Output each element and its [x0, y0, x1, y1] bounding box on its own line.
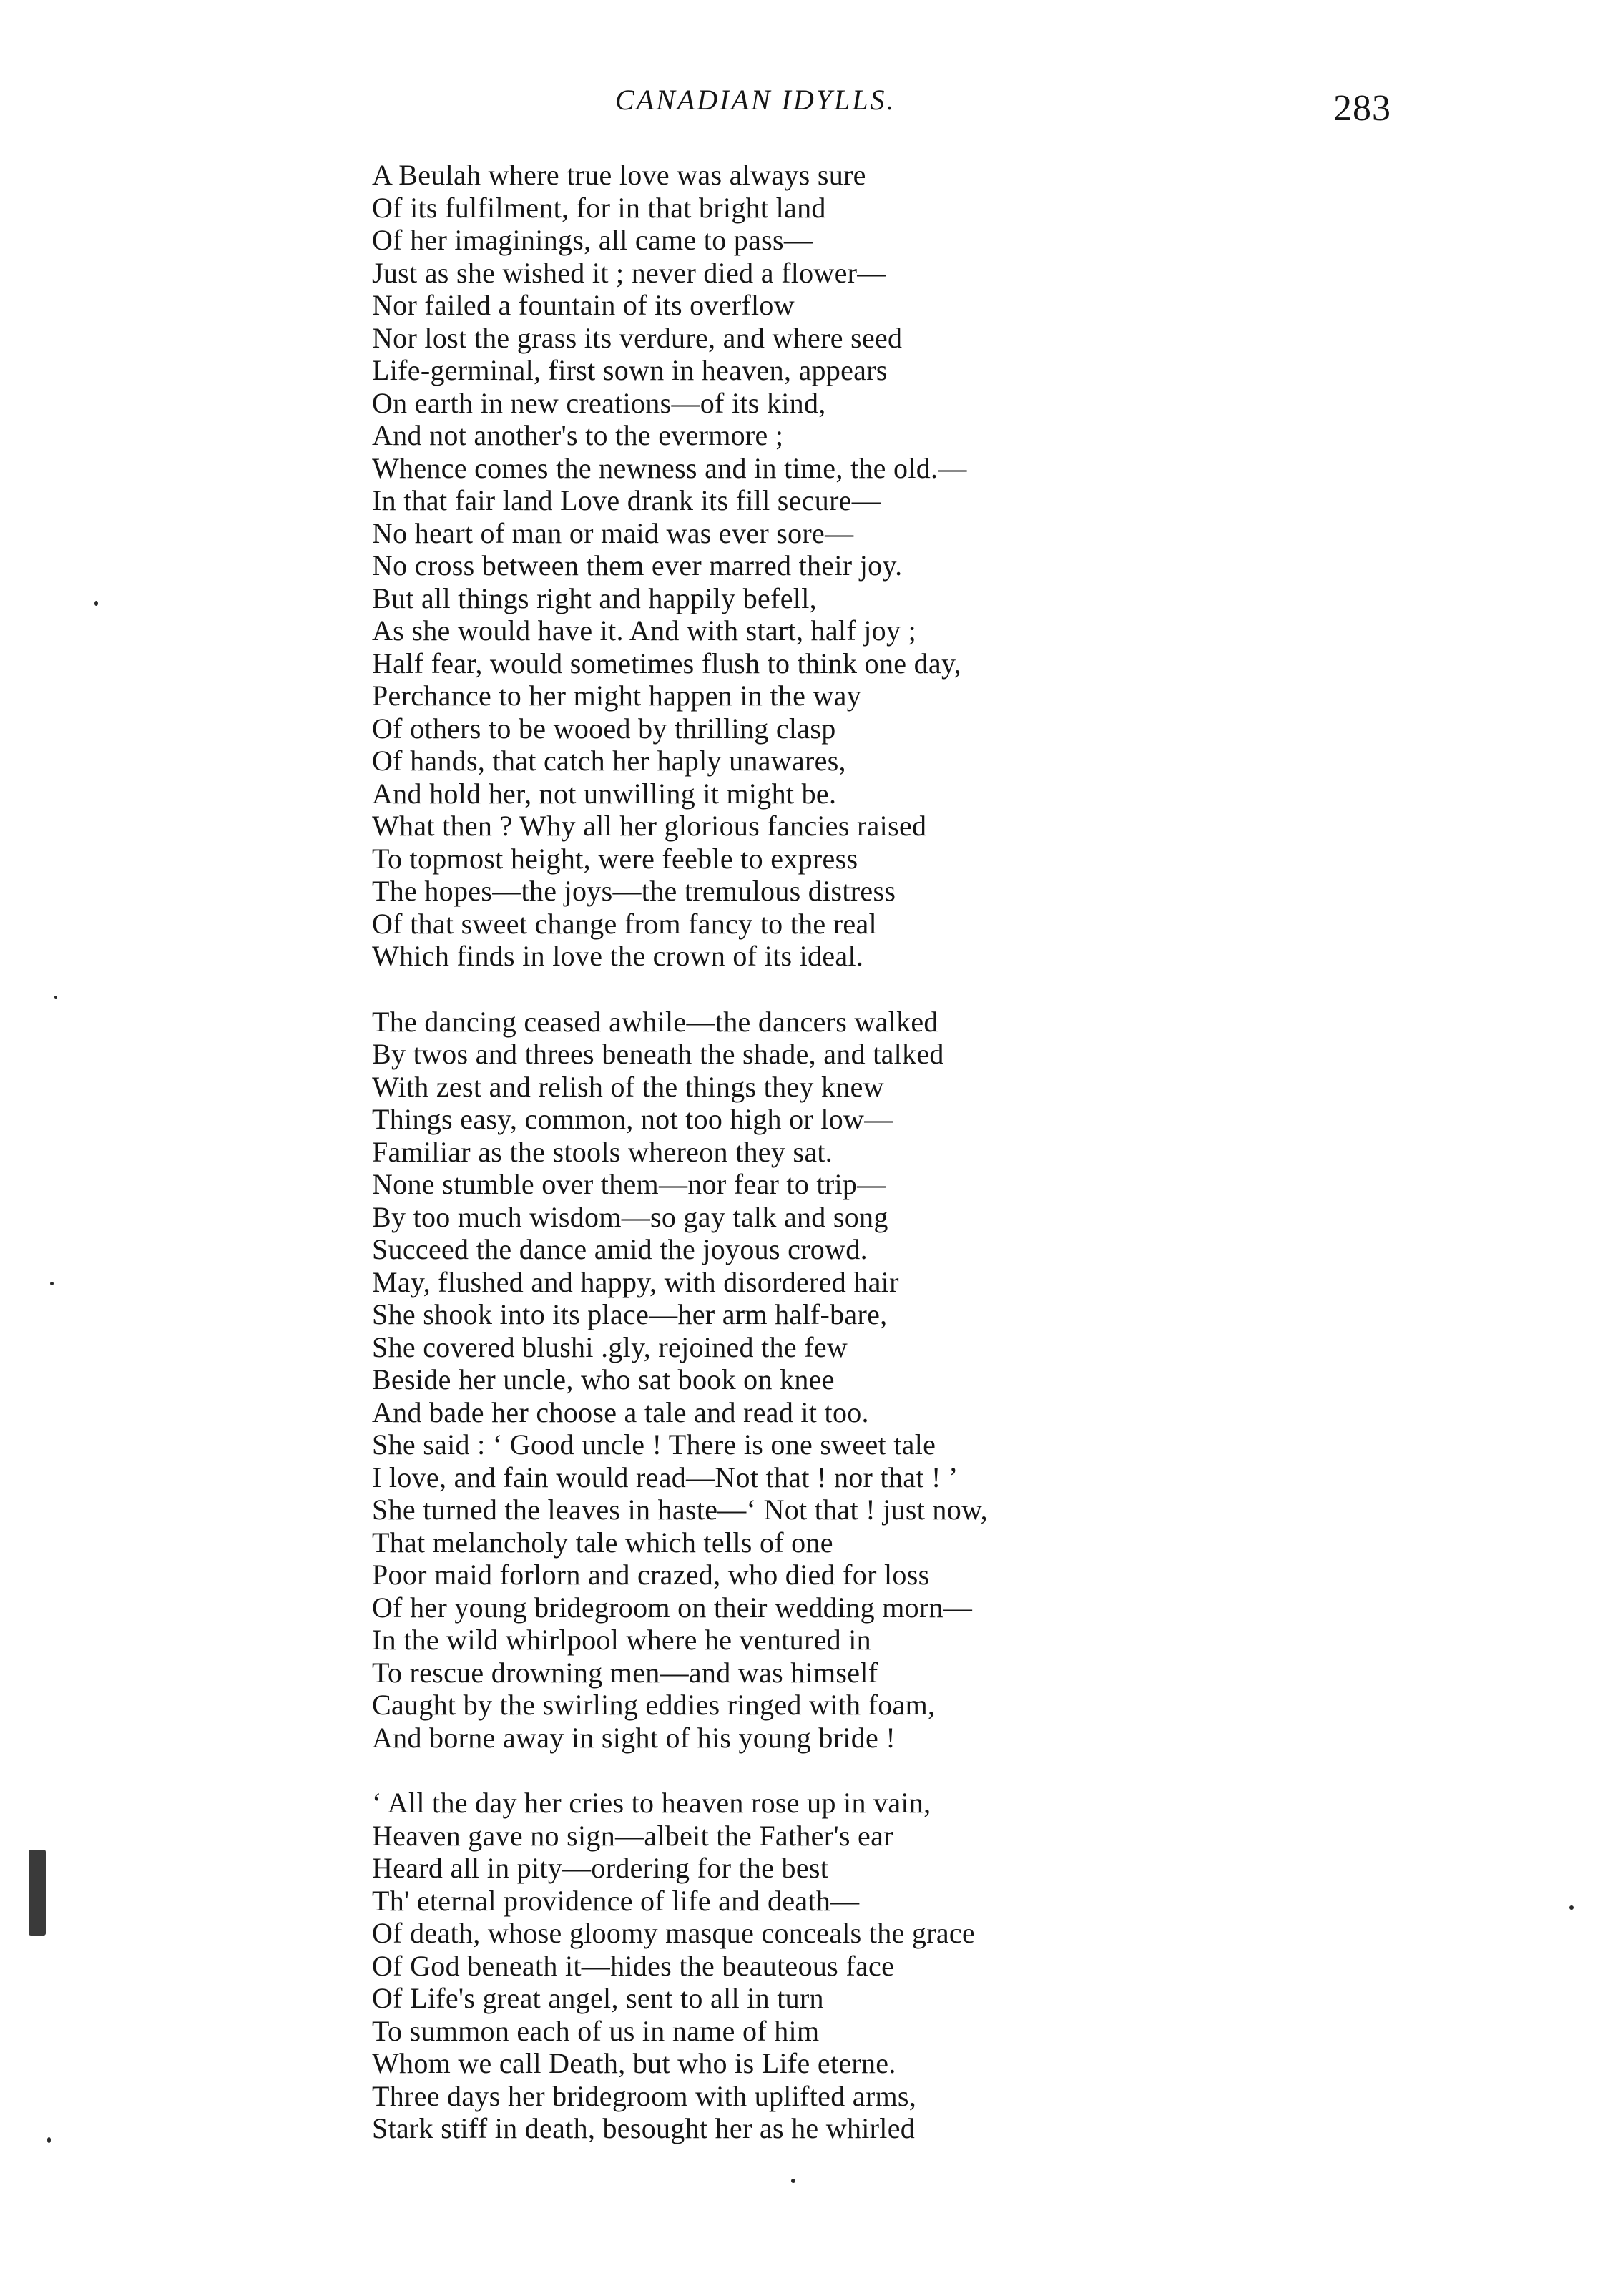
margin-speck — [1569, 1905, 1574, 1910]
poem-line: The dancing ceased awhile—the dancers walked — [372, 1005, 938, 1038]
poem-line: Life-germinal, first sown in heaven, appears — [372, 354, 888, 386]
stanza-1 — [372, 159, 1516, 973]
poem-line: And bade her choose a tale and read it too. — [372, 1395, 869, 1428]
poem-line: Th' eternal providence of life and death— — [372, 1884, 860, 1917]
poem-line: In that fair land Love drank its fill secure— — [372, 484, 881, 516]
poem-line: ‘ All the day her cries to heaven rose up in vain, — [372, 1787, 931, 1819]
poem-line: Heard all in pity—ordering for the best — [372, 1852, 829, 1884]
margin-speck — [47, 2137, 51, 2143]
poem-line: No heart of man or maid was ever sore— — [372, 516, 854, 549]
poem-line: And hold her, not unwilling it might be. — [372, 777, 837, 810]
margin-speck — [29, 1850, 46, 1936]
poem-line: Of death, whose gloomy masque conceals the grace — [372, 1917, 975, 1949]
margin-speck — [54, 996, 57, 999]
poem-line: She shook into its place—her arm half-bare, — [372, 1298, 888, 1330]
poem-line: No cross between them ever marred their joy. — [372, 549, 903, 582]
poem-line: Poor maid forlorn and crazed, who died for loss — [372, 1559, 930, 1591]
margin-speck — [791, 2179, 795, 2183]
poem-line: Three days her bridegroom with uplifted arms, — [372, 2079, 917, 2112]
poem-line: Nor failed a fountain of its overflow — [372, 289, 795, 321]
stanza-3 — [372, 1787, 1516, 2145]
poem-line: Whence comes the newness and in time, the old.— — [372, 451, 967, 484]
poem-line: She covered blushi .gly, rejoined the few — [372, 1330, 848, 1363]
poem-line: Of her imaginings, all came to pass— — [372, 224, 813, 256]
poem-line: And not another's to the evermore ; — [372, 419, 784, 451]
poem-line: On earth in new creations—of its kind, — [372, 386, 826, 419]
stanza-2 — [372, 1006, 1516, 1755]
poem-line: Just as she wished it ; never died a flower— — [372, 256, 886, 289]
poem-line: Of her young bridegroom on their wedding morn— — [372, 1591, 973, 1624]
poem-line: Half fear, would sometimes flush to think one day, — [372, 647, 961, 680]
poem-text — [372, 159, 1516, 2145]
poem-line: She said : ‘ Good uncle ! There is one sweet tale — [372, 1428, 936, 1461]
poem-line: Which finds in love the crown of its ideal. — [372, 940, 864, 972]
poem-line: A Beulah where true love was always sure — [372, 159, 866, 191]
poem-line: Beside her uncle, who sat book on knee — [372, 1363, 835, 1395]
poem-line: But all things right and happily befell, — [372, 582, 817, 614]
poem-line: Of others to be wooed by thrilling clasp — [372, 712, 836, 745]
poem-line: To summon each of us in name of him — [372, 2014, 820, 2047]
poem-line: Of its fulfilment, for in that bright land — [372, 191, 826, 224]
running-head-title: CANADIAN IDYLLS. — [615, 84, 896, 116]
poem-line: Things easy, common, not too high or low— — [372, 1103, 893, 1135]
poem-line: Of that sweet change from fancy to the real — [372, 907, 877, 940]
poem-line: Nor lost the grass its verdure, and where seed — [372, 321, 903, 354]
poem-line: By too much wisdom—so gay talk and song — [372, 1200, 888, 1233]
poem-line: Of God beneath it—hides the beauteous face — [372, 1949, 895, 1982]
poem-line: With zest and relish of the things they knew — [372, 1070, 884, 1103]
poem-line: As she would have it. And with start, half joy ; — [372, 614, 916, 647]
poem-line: The hopes—the joys—the tremulous distress — [372, 875, 896, 907]
poem-line: Succeed the dance amid the joyous crowd. — [372, 1233, 868, 1265]
page-number: 283 — [1333, 88, 1391, 129]
poem-line: Perchance to her might happen in the way — [372, 680, 861, 712]
poem-line: By twos and threes beneath the shade, and talked — [372, 1038, 944, 1070]
margin-speck — [94, 601, 98, 606]
poem-line: Of Life's great angel, sent to all in turn — [372, 1982, 824, 2014]
poem-line: Whom we call Death, but who is Life eterne. — [372, 2047, 896, 2079]
poem-line: I love, and fain would read—Not that ! nor that ! ’ — [372, 1461, 959, 1493]
poem-line: May, flushed and happy, with disordered hair — [372, 1265, 899, 1298]
poem-line: Heaven gave no sign—albeit the Father's ear — [372, 1819, 893, 1852]
poem-line: What then ? Why all her glorious fancies raised — [372, 810, 927, 842]
poem-line: To topmost height, were feeble to express — [372, 842, 858, 875]
poem-line: And borne away in sight of his young bride ! — [372, 1721, 896, 1754]
poem-line: Stark stiff in death, besought her as he whirled — [372, 2112, 916, 2144]
margin-speck — [50, 1282, 54, 1285]
poem-line: None stumble over them—nor fear to trip— — [372, 1168, 886, 1200]
poem-line: Caught by the swirling eddies ringed with foam, — [372, 1689, 936, 1721]
poem-line: Of hands, that catch her haply unawares, — [372, 745, 846, 777]
poem-line: To rescue drowning men—and was himself — [372, 1656, 878, 1689]
poem-line: In the wild whirlpool where he ventured in — [372, 1624, 871, 1656]
poem-line: She turned the leaves in haste—‘ Not that ! just now, — [372, 1493, 988, 1526]
poem-line: That melancholy tale which tells of one — [372, 1526, 833, 1559]
poem-line: Familiar as the stools whereon they sat. — [372, 1135, 833, 1168]
